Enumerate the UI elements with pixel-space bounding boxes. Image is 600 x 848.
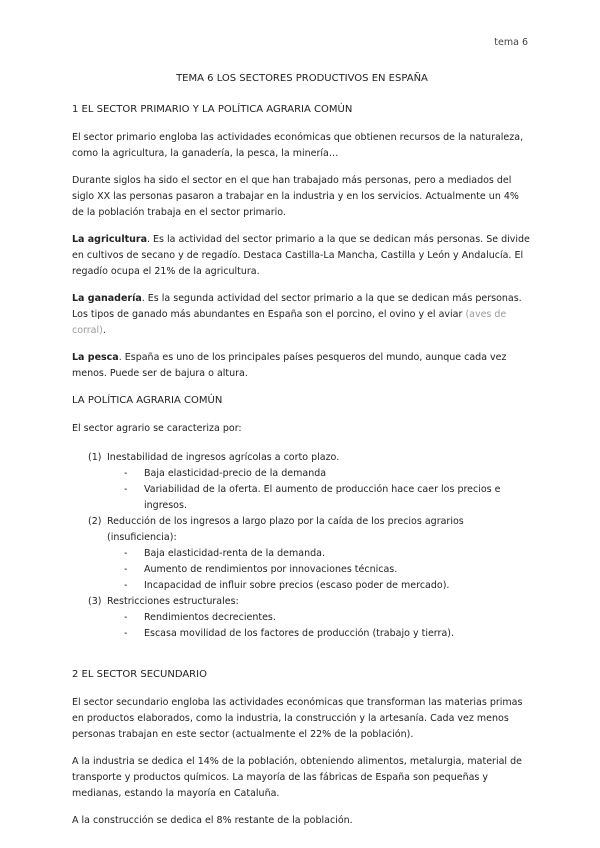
sub-list-text: Rendimientos decrecientes. [144, 612, 276, 623]
sub-list-item [72, 610, 532, 626]
sub-list-text: Variabilidad de la oferta. El aumento de producción hace caer los precios e ingresos. [144, 484, 501, 511]
dash-marker: - [124, 484, 128, 495]
list-item [72, 450, 532, 514]
industria-paragraph: A la industria se dedica el 14% de la población, obteniendo alimentos, metalurgia, material de transporte y productos químicos. La mayoría de las fábricas de España son pequeñas y medianas, estando la mayoría en Cataluña. [72, 756, 522, 799]
document-title: TEMA 6 LOS SECTORES PRODUCTIVOS EN ESPAÑA [176, 73, 428, 84]
pesca-paragraph [72, 350, 532, 382]
ganaderia-paragraph [72, 291, 532, 339]
section-1-intro: El sector primario engloba las actividades económicas que obtienen recursos de la naturaleza, como la agricultura, la ganadería, la pesca, la minería… [72, 132, 524, 159]
sub-list-text: Escasa movilidad de los factores de producción (trabajo y tierra). [144, 628, 454, 639]
dash-marker: - [124, 628, 128, 639]
sub-list [72, 610, 532, 642]
list-item-text: Restricciones estructurales: [107, 596, 239, 607]
sub-list-text: Incapacidad de influir sobre precios (escaso poder de mercado). [144, 580, 450, 591]
sub-list-text: Baja elasticidad-precio de la demanda [144, 468, 327, 479]
list-item-number: (2) [88, 516, 102, 527]
sub-list-text: Aumento de rendimientos por innovaciones técnicas. [144, 564, 398, 575]
ganaderia-note: (aves de corral) [72, 309, 507, 336]
sub-list [72, 546, 532, 594]
dash-marker: - [124, 548, 128, 559]
agricultura-text: . Es la actividad del sector primario a la que se dedican más personas. Se divide en cultivos de secano y de regadío. Destaca Castilla-La Mancha, Castilla y León y Andalucía. El regadío ocupa el 21% de la agricultura. [72, 234, 530, 277]
list-item [72, 594, 532, 642]
pac-intro: El sector agrario se caracteriza por: [72, 423, 242, 434]
dash-marker: - [124, 580, 128, 591]
sub-list-item [72, 482, 532, 514]
ganaderia-text: . Es la segunda actividad del sector primario a la que se dedican más personas. Los tipos de ganado más abundantes en España son el porcino, el ovino y el aviar [72, 293, 522, 320]
section-2-intro: El sector secundario engloba las actividades económicas que transforman las materias primas en productos elaborados, como la industria, la construcción y la artesanía. Cada vez menos personas trabajan en este sector (actualmente el 22% de la población). [72, 697, 523, 740]
list-item-number: (1) [88, 452, 102, 463]
sub-list-item [72, 562, 532, 578]
sub-list-item [72, 466, 532, 482]
sub-list-text: Baja elasticidad-renta de la demanda. [144, 548, 325, 559]
dash-marker: - [124, 564, 128, 575]
sub-list-item [72, 546, 532, 562]
pesca-text: . España es uno de los principales países pesqueros del mundo, aunque cada vez menos. Puede ser de bajura o altura. [72, 352, 507, 379]
ganaderia-label: La ganadería [72, 293, 142, 304]
pac-heading: LA POLÍTICA AGRARIA COMÚN [72, 395, 223, 406]
agricultura-label: La agricultura [72, 234, 147, 245]
list-item-text: Inestabilidad de ingresos agrícolas a corto plazo. [107, 452, 340, 463]
pac-list [72, 450, 532, 642]
section-1-heading: 1 EL SECTOR PRIMARIO Y LA POLÍTICA AGRARIA COMÚN [72, 104, 353, 115]
document-body [72, 71, 532, 840]
construccion-paragraph: A la construcción se dedica el 8% restante de la población. [72, 815, 353, 826]
dash-marker: - [124, 612, 128, 623]
section-1-history: Durante siglos ha sido el sector en el que han trabajado más personas, pero a mediados del siglo XX las personas pasaron a trabajar en la industria y en los servicios. Actualmente un 4% de la población trabaja en el sector primario. [72, 175, 519, 218]
list-item-text: Reducción de los ingresos a largo plazo por la caída de los precios agrarios (insuficiencia): [107, 516, 464, 543]
page-header-label: tema 6 [494, 37, 528, 48]
list-item-number: (3) [88, 596, 102, 607]
section-2-heading: 2 EL SECTOR SECUNDARIO [72, 669, 207, 680]
sub-list-item [72, 578, 532, 594]
pesca-label: La pesca [72, 352, 119, 363]
sub-list-item [72, 626, 532, 642]
sub-list [72, 466, 532, 514]
agricultura-paragraph [72, 232, 532, 280]
dash-marker: - [124, 468, 128, 479]
list-item [72, 514, 532, 594]
spacer [72, 642, 532, 667]
ganaderia-end: . [102, 325, 106, 336]
